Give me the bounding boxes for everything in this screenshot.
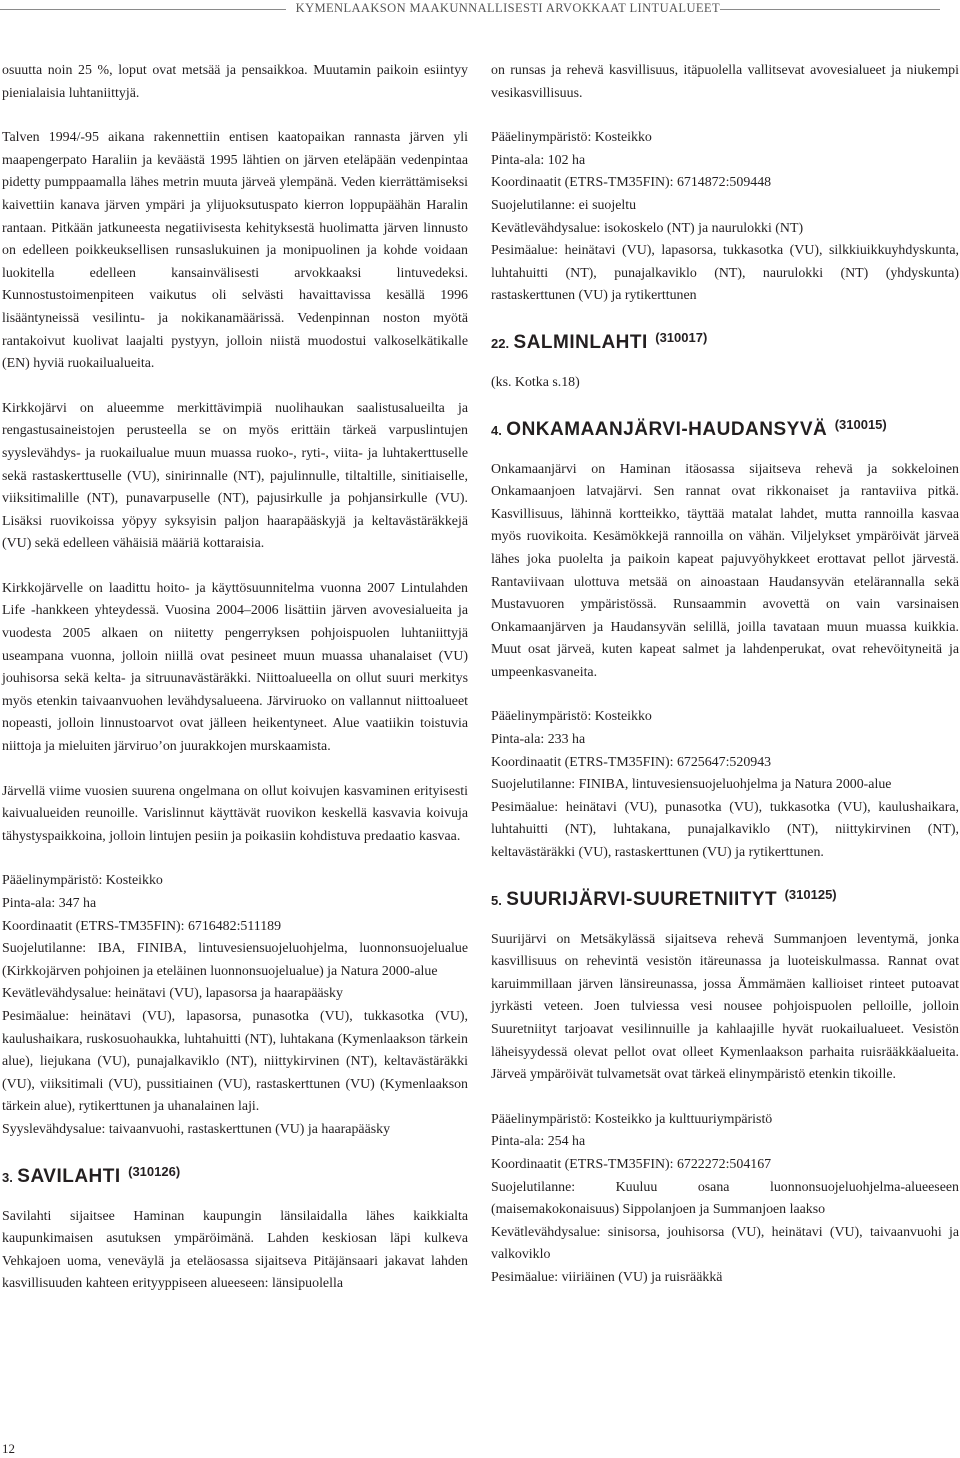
info-line: Koordinaatit (ETRS-TM35FIN): 6725647:520943: [491, 754, 772, 770]
section-code: (310017): [655, 329, 708, 345]
section-name: SALMINLAHTI: [513, 331, 648, 353]
paragraph: Onkamaanjärvi on Haminan itäosassa sijaitseva rehevä ja sokkeloinen Onkamaanjoen latvajärvi. Sen rannat ovat rikkonaiset ja rantaviiva pitkä. Kasvillisuus, lähinnä kortteikko, täyttää matalat lahdet, mutta rannoilla kasvaa myös ruovikoita. Kesämökkejä rannoilla on vähän. Viljelykset ympäröivät järveä lähes joka puolelta ja paikoin kapeat pajuvyöhykkeet erottavat pellot järvestä. Rantaviivaan ulottuva metsää on ainoastaan Haudansyvän etelärannalla sekä Mustavuoren ympäristössä. Runsaammin avovettä on vain varsinaisen Onkamaanjärven ja Haudansyvän selillä, joilla tavataan muun muassa kuikkia. Muut osat järveä, kuten kapeat salmet ja lahdenperukat, ovat rehevöityneitä ja umpeenkasvaneita.: [491, 461, 959, 680]
info-line: Suojelutilanne: IBA, FINIBA, lintuvesiensuojeluohjelma, luonnonsuojelualue (Kirkkojärven pohjoinen ja eteläinen luonnonsuojelualue) ja Natura 2000-alue: [2, 941, 468, 979]
info-line: Suojelutilanne: Kuuluu osana luonnonsuojeluohjelma-alueeseen (maisemakokonaisuus) Sippolanjoen ja Summanjoen laakso: [491, 1179, 959, 1218]
section-name: SAVILAHTI: [17, 1165, 121, 1187]
paragraph: Järvellä viime vuosien suurena ongelmana on ollut koivujen kasvaminen erityisesti kaivualueiden reunoille. Varislinnut käyttävät ruovikon keskellä kasvavia koivuja tähystyspaikkoina, jolloin lintujen pesiin ja poikasiin kohdistuva predaatio kasvaa.: [2, 783, 468, 844]
info-line: Pääelinympäristö: Kosteikko: [491, 709, 652, 725]
section-code: (310126): [128, 1163, 181, 1179]
section-name: ONKAMAANJÄRVI-HAUDANSYVÄ: [506, 418, 828, 440]
paragraph: Savilahti sijaitsee Haminan kaupungin länsilaidalla lähes kaikkialta kaupunkimaisen asutuksen ympäröimänä. Lahden keskiosan läpi kulkeva Vehkajoen uoma, veneväylä ja eteläosassa sijaitseva Pitäjänsaari jakavat lahden kasvillisuuden kahteen erityyppiseen alueeseen: länsipuolella: [2, 1208, 468, 1292]
section-heading: [491, 417, 959, 441]
info-line: Pesimäalue: heinätavi (VU), lapasorsa, punasotka (VU), tukkasotka (VU), kaulushaikara, ruskosuohaukka, luhtahuitti (NT), luhtakana (Kymenlaakson tärkein alue), liejukana (VU), punajalkaviklo (NT), niittykirvinen (NT), keltavästäräkki (VU), viiksitimali (VU), pussitiainen (VU), rastaskerttunen (VU) (Kymenlaakson tärkein alue), rytikerttunen ja uhanalainen laji.: [2, 1008, 468, 1115]
paragraph: Suurijärvi on Metsäkylässä sijaitseva rehevä Summanjoen leventymä, jonka kasvillisuus on rehevintä vesistön itäreunassa ja luoteiskulmassa. Rannat ovat karuimmillaan järven länsireunassa, jossa Ämmämäen kallioiset rinteet putoavat jyrkästi veteen. Joen tulviessa vesi nousee pohjoispuolen pelloille, jolloin Suuretniityt tarjoavat vesilinnuille ja kahlaajille hyvät ruokailualueet. Vesistön läheisyydessä olevat pellot ovat olleet Kymenlaakson parhaita ruisrääkkäalueita. Järveä ympäröivät tulvametsät ovat tärkeä elinympäristö etenkin tikoille.: [491, 931, 959, 1083]
section-name: SUURIJÄRVI-SUURETNIITYT: [506, 888, 778, 910]
section-code: (310015): [834, 416, 887, 432]
info-line: Koordinaatit (ETRS-TM35FIN): 6714872:509448: [491, 175, 772, 191]
info-line: Pesimäalue: heinätavi (VU), lapasorsa, tukkasotka (VU), silkkiuikkuyhdyskunta, luhtahuitti (NT), punajalkaviklo (NT), naurulokki (NT) (yhdyskunta) rastaskerttunen (VU) ja rytikerttunen: [491, 243, 959, 304]
header-title: KYMENLAAKSON MAAKUNNALLISESTI ARVOKKAAT LINTUALUEET: [286, 0, 720, 16]
info-line: Koordinaatit (ETRS-TM35FIN): 6722272:504167: [491, 1156, 772, 1172]
section-heading: [491, 330, 959, 354]
info-line: Pinta-ala: 347 ha: [2, 896, 97, 911]
section-number: 4.: [491, 422, 502, 438]
left-column: [2, 60, 468, 1296]
info-line: Suojelutilanne: FINIBA, lintuvesiensuojeluohjelma ja Natura 2000-alue: [491, 777, 892, 793]
page-number: 12: [2, 1441, 15, 1456]
paragraph: Kirkkojärvelle on laadittu hoito- ja käyttösuunnitelma vuonna 2007 Lintulahden Life -hankkeen yhteydessä. Vuosina 2004–2006 lisättiin järven avovesialueita ja vuodesta 2005 alkaen on niitetty pengerryksen pohjoispuolen luhtaniittyjä useampana vuonna, jolloin niillä ovat pesineet muun muassa uhanalaiset (VU) jouhisorsa sekä kelta- ja sitruunavästäräkki. Niittoalueella on ollut suuri merkitys myös etenkin taivaanvuohen levähdysalueena. Järviruoko on vallannut niittoalueet nopeasti, jolloin linnustoarvot ovat jälleen heikentyneet. Alue vaatiikin toistuvia niittoja ja mieluiten järviruo’on juurakkojen murskaamista.: [2, 580, 468, 755]
section-code: (310125): [784, 886, 837, 902]
section-heading: [2, 1164, 468, 1188]
info-line: Pinta-ala: 233 ha: [491, 732, 586, 748]
info-line: Kevätlevähdysalue: sinisorsa, jouhisorsa (VU), heinätavi (VU), taivaanvuohi ja valkoviklo: [491, 1224, 959, 1263]
site-info-block: [491, 1109, 959, 1290]
section-heading: [491, 887, 959, 911]
info-line: Koordinaatit (ETRS-TM35FIN): 6716482:511189: [2, 918, 282, 934]
paragraph: on runsas ja rehevä kasvillisuus, itäpuolella vallitsevat avovesialueet ja niukempi vesikasvillisuus.: [491, 63, 959, 101]
section-number: 22.: [491, 335, 510, 351]
section-number: 3.: [2, 1169, 13, 1185]
info-line: Pinta-ala: 254 ha: [491, 1134, 586, 1150]
paragraph: Kirkkojärvi on alueemme merkittävimpiä nuolihaukan saalistusalueilta ja rengastusaineistojen perusteella se on myös erittäin tärkeä varpuslintujen syyslevähdys- ja ruokailualue muun muassa ruoko-, ryti-, viita- ja luhtakerttuselle sekä rastaskerttuselle (VU), sinirinnalle (NT), pajulinnulle, tiltaltille, sinitiaiselle, viiksitimalille (NT), punavarpuselle (NT), pajusirkulle ja pohjansirkulle (VU). Lisäksi ruovikoissa yöpyy syksyisin paljon haarapääskyjä ja keltavästäräkkejä (VU) sekä edelleen vähäisiä määriä kottaraisia.: [2, 400, 468, 552]
running-header: [0, 0, 960, 20]
info-line: Kevätlevähdysalue: heinätavi (VU), lapasorsa ja haarapääsky: [2, 986, 343, 1002]
info-line: Kevätlevähdysalue: isokoskelo (NT) ja naurulokki (NT): [491, 220, 804, 236]
paragraph: (ks. Kotka s.18): [491, 374, 580, 390]
info-line: Pääelinympäristö: Kosteikko: [491, 130, 652, 146]
site-info-block: [2, 870, 468, 1141]
section-number: 5.: [491, 892, 502, 908]
right-column: [491, 60, 959, 1312]
paragraph: osuutta noin 25 %, loput ovat metsää ja pensaikkoa. Muutamin paikoin esiintyy pienialaisia luhtaniittyjä.: [2, 63, 468, 101]
paragraph: Talven 1994/-95 aikana rakennettiin entisen kaatopaikan rannasta järven yli maapengerpato Haraliin ja keväästä 1995 lähtien on järven eteläpään vedenpintaa pidetty pumppaamalla lähes metrin muuta järveä ylempänä. Veden kierrättämiseksi kaivettiin kanava järven ympäri ja ylijuoksutuspato kierron loppupäähän Haralin rantaan. Pitkään jatkuneesta negatiivisesta kehityksestä huolimatta järven linnusto on edelleen poikkeuksellisen runsaslukuinen ja monipuolinen ja kohde voidaan luokitella edelleen kansainvälisesti arvokkaaksi lintuvedeksi. Kunnostustoimenpiteen vaikutus oli selvästi havaittavissa kesällä 1996 lisääntyneissä vesilintu- ja nokikanamäärissä. Vedenpinnan noston myötä rantakoivut kuolivat laajalti pystyyn, jolloin niistä muodostui valkoselkätikalle (EN) hyviä ruokailualueita.: [2, 130, 468, 372]
info-line: Pääelinympäristö: Kosteikko: [2, 873, 163, 889]
info-line: Pesimäalue: heinätavi (VU), punasotka (VU), tukkasotka (VU), kaulushaikara, luhtahuitti (NT), luhtakana, punajalkaviklo (NT), niittykirvinen (NT), keltavästäräkki (VU), rastaskerttunen (VU) ja rytikerttunen.: [491, 799, 959, 861]
site-info-block: [491, 706, 959, 864]
site-info-block: [491, 127, 959, 308]
info-line: Suojelutilanne: ei suojeltu: [491, 197, 637, 213]
info-line: Pääelinympäristö: Kosteikko ja kulttuuriympäristö: [491, 1111, 773, 1127]
info-line: Pinta-ala: 102 ha: [491, 152, 586, 168]
info-line: Pesimäalue: viiriäinen (VU) ja ruisrääkkä: [491, 1269, 723, 1285]
info-line: Syyslevähdysalue: taivaanvuohi, rastaskerttunen (VU) ja haarapääsky: [2, 1121, 391, 1137]
